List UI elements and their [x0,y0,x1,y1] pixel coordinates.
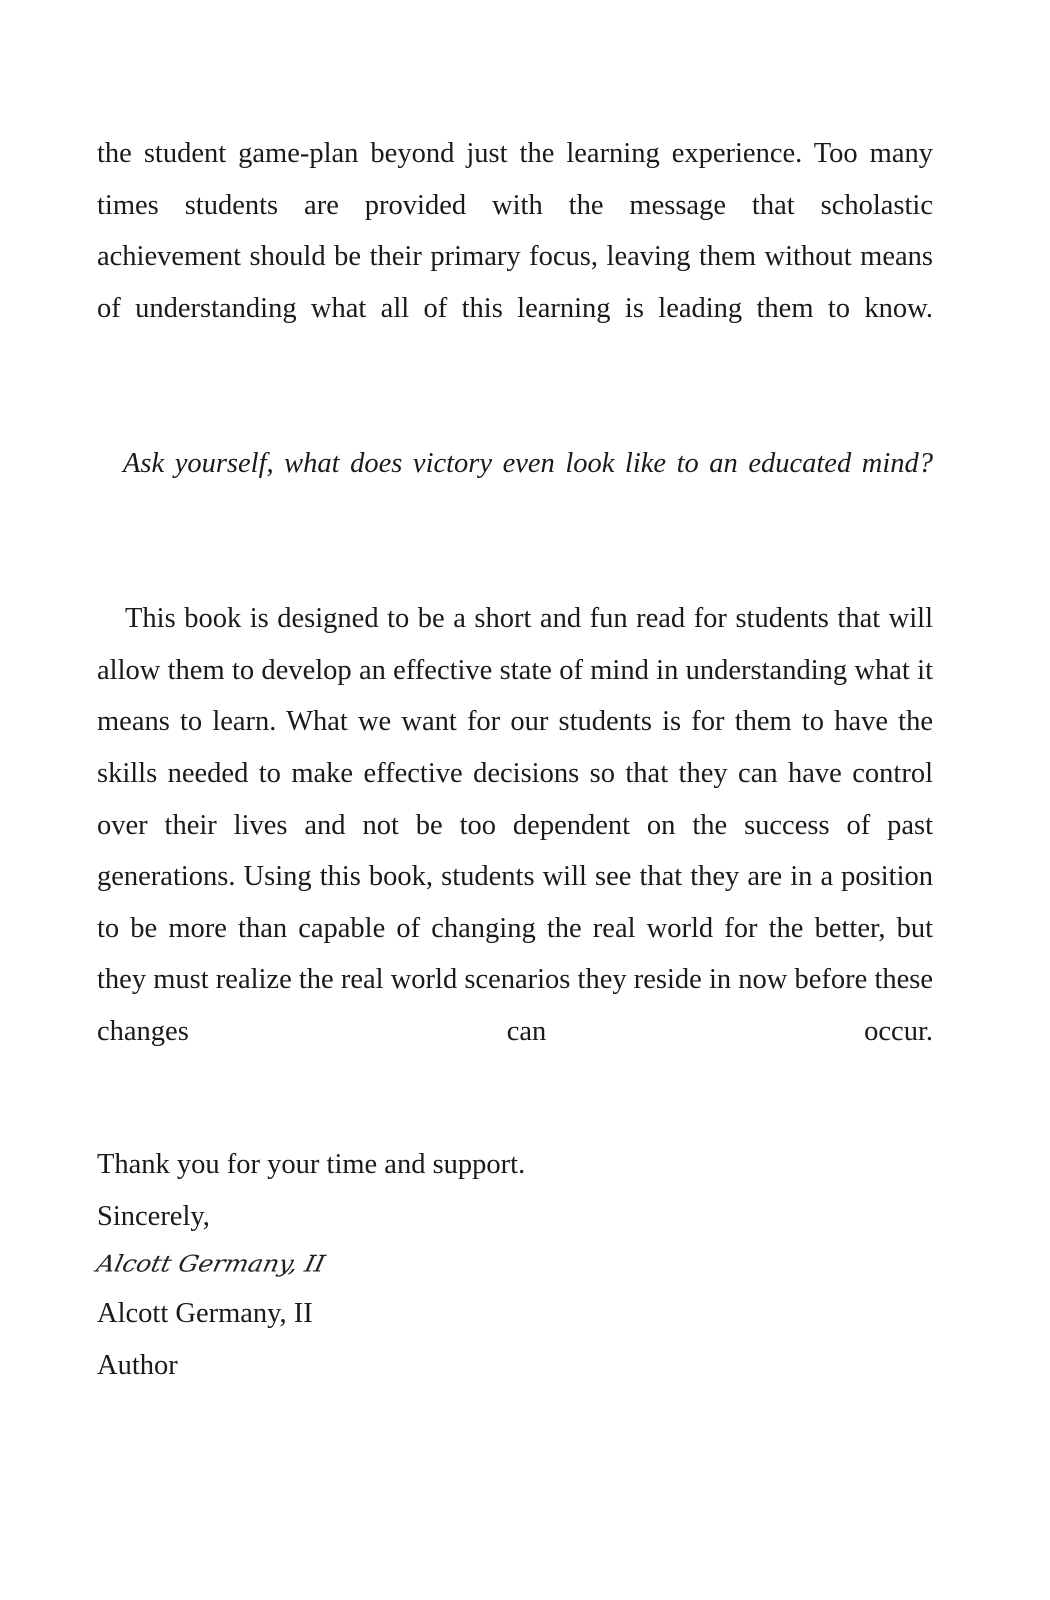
body-paragraph-continuation: the student game-plan beyond just the learning experience. Too many times students are provided with the message that scholastic achievement should be their primary focus, leaving them without means of understanding what all of this learning is leading them to know. [97,138,933,324]
author-name-line: Alcott Germany, II [97,1298,313,1330]
thank-you-line: Thank you for your time and support. [97,1149,526,1181]
body-paragraph-main: This book is designed to be a short and fun read for students that will allow them to develop an effective state of mind in understanding what it means to learn. What we want for our students is for them to have the skills needed to make effective decisions so that they can have control over their lives and not be too dependent on the success of past generations. Using this book, students will see that they are in a position to be more than capable of changing the real world for the better, but they must realize the real world scenarios they reside in now before these changes can occur. [97,603,933,1047]
closing-block [94,1139,933,1391]
author-title-line: Author [97,1349,178,1381]
rhetorical-question-paragraph: Ask yourself, what does victory even look like to an educated mind? [123,447,933,479]
handwritten-signature: Alcott Germany, II [94,1250,328,1278]
valediction-line: Sincerely, [97,1200,210,1232]
text-column [94,128,933,1391]
paragraph-spacer [97,386,933,438]
signature-row [94,1242,933,1288]
paragraph-spacer [97,541,933,593]
